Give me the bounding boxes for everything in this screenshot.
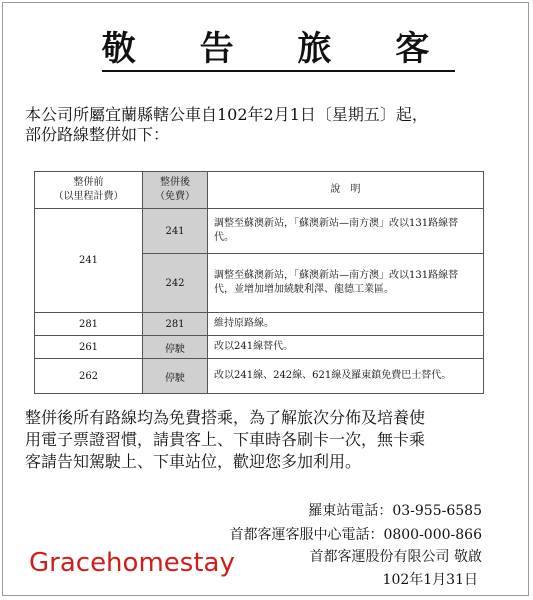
header-before: 整併前 （以里程計費） [35, 172, 143, 209]
route-table [34, 171, 484, 394]
intro-line-2: 部份路線整併如下： [25, 125, 170, 144]
intro-text [25, 105, 515, 145]
cell-desc: 改以241線替代。 [208, 336, 484, 359]
notice-date: 102年1月31日 [382, 572, 478, 588]
table-row [35, 209, 484, 254]
body-line-2: 用電子票證習慣，請貴客上、下車時各刷卡一次，無卡乘 [25, 430, 426, 449]
cell-before: 262 [35, 359, 143, 394]
service-phone: 首都客運客服中心電話：0800-000-866 [229, 527, 482, 543]
notice-title: 敬 告 旅 客 [3, 21, 528, 70]
company-signature: 首都客運股份有限公司 敬啟 [309, 549, 482, 565]
table-header-row [35, 172, 484, 209]
notice-page [2, 2, 529, 596]
body-text [25, 407, 515, 473]
cell-desc: 改以241線、242線、621線及羅東鎮免費巴士替代。 [208, 359, 484, 394]
watermark-text: Gracehomestay [29, 548, 235, 578]
cell-after: 停駛 [143, 359, 208, 394]
cell-after: 242 [143, 254, 208, 313]
cell-before: 281 [35, 313, 143, 336]
table-row [35, 313, 484, 336]
cell-after: 停駛 [143, 336, 208, 359]
cell-before: 241 [35, 209, 143, 313]
station-phone: 羅東站電話：03-955-6585 [308, 503, 482, 519]
table-row [35, 359, 484, 394]
cell-before: 261 [35, 336, 143, 359]
cell-after: 241 [143, 209, 208, 254]
table-row [35, 336, 484, 359]
header-after: 整併後 （免費） [143, 172, 208, 209]
cell-desc: 調整至蘇澳新站，「蘇澳新站—南方澳」改以131路線替代，並增加增加繞駛利澤、龍德工業區。 [208, 254, 484, 313]
intro-line-1: 本公司所屬宜蘭縣轄公車自102年2月1日〔星期五〕起， [25, 105, 428, 124]
cell-desc: 調整至蘇澳新站，「蘇澳新站—南方澳」改以131路線替代。 [208, 209, 484, 254]
body-line-1: 整併後所有路線均為免費搭乘，為了解旅次分佈及培養使 [25, 408, 426, 427]
cell-desc: 維持原路線。 [208, 313, 484, 336]
header-desc: 說 明 [208, 172, 484, 209]
body-line-3: 客請告知駕駛上、下車站位，歡迎您多加利用。 [25, 452, 362, 471]
cell-after: 281 [143, 313, 208, 336]
